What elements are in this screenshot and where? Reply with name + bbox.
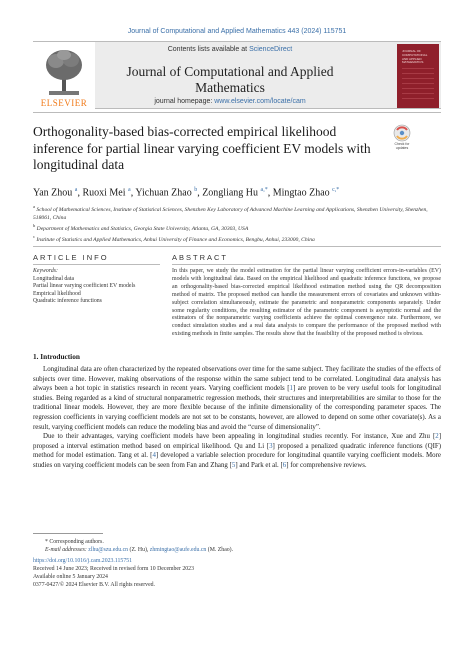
journal-cover-image[interactable] [397,44,439,108]
affiliation-item: $^a$ School of Mathematical Sciences, Institute of Statistical Sciences, Shenzhen Key Laboratory of Advanced Machine Learning and Applications, Shenzhen University, Shenzhen, 518061, China [33,204,428,221]
citation-link[interactable]: 6 [282,461,287,469]
email-link[interactable]: zlhu@szu.edu.cn [88,547,129,553]
citation-link[interactable]: 4 [152,452,156,460]
keyword-item: Longitudinal data [33,275,75,282]
abstract-heading: ABSTRACT [172,253,229,262]
keyword-item: Partial linear varying coefficient EV models [33,283,136,290]
divider [33,264,160,265]
section-heading-introduction: 1. Introduction [33,352,80,361]
keywords-label: Keywords: [33,268,58,274]
sciencedirect-link[interactable]: ScienceDirect [249,46,293,53]
divider [33,112,441,113]
footnote-divider [33,533,103,534]
abstract-text: In this paper, we study the model estimation for the partial linear varying coefficient errors-in-variables (EV) models with longitudinal data. Based on the empirical likelihood and quadratic inference functions, we propose an orthogonality-based bias-corrected empirical likelihood estimation method using the QR decomposition method of matrix. The proposed method can handle the measurement errors of covariates and unknown within-subject correlation simultaneously, estimate the parametric and nonparametric components separately. Under some regularity conditions, the resulting estimator of the parametric component is asymptotic normal and the estimators of the nonparametric varying coefficients achieve the optimal convergence rate. Furthermore, we conduct simulation studies and a real data analysis to compare the performance of the proposed method with existing methods in finite samples. The results show that the feasibility of the proposed method is obvious. [172,268,441,338]
paragraph: Longitudinal data are often characterized by the repeated observations over time for the same subject. They facilitate the studies of the effects of subjects over time. However, making observations of the response within the same subject tend to be correlated. Longitudinal data analysis has always been a hot topic in statistics research in recent years. Varying coefficient models [1] are proven to be very useful tools for longitudinal studies. Being regarded as a kind of structural nonparametric regression methods, their structures and interpretabilities are similar to those for the traditional linear models. However, they are more flexible because of the infinite dimensionality of the corresponding parameter spaces. The regression coefficients in varying coefficient models are not set to be constants, however, are allowed to depend on some other covariate(s). As a result, varying coefficient models can reduce the modeling bias and avoid the “curse of dimensionality”. [33,366,441,431]
keyword-item: Empirical likelihood [33,290,81,297]
citation-link[interactable]: 5 [231,461,236,469]
check-updates-icon [389,124,415,142]
paper-title: Orthogonality-based bias-corrected empirical likelihood inference for partial linear varying coefficient EV models with longitudinal data [33,124,371,172]
copyright-notice: 0377-0427/© 2024 Elsevier B.V. All rights reserved. [33,582,155,588]
journal-homepage-link[interactable]: www.elsevier.com/locate/cam [214,98,306,105]
email-line: E-mail addresses: zlhu@szu.edu.cn (Z. Hu), zhmingtao@aufe.edu.cn (M. Zhao). [45,547,234,553]
author-affiliation-marker[interactable]: c,* [332,187,340,193]
affiliations [33,203,443,244]
elsevier-wordmark: ELSEVIER [40,98,88,108]
paragraph: Due to their advantages, varying coefficient models have been appealing in longitudinal studies recently. For instance, Xue and Zhu [2] proposed a interval estimation method based on empirical likelihood. Qu and Li [3] proposed a penalized quadratic inference functions (QIF) method for model estimation. Tang et al. [4] developed a variable selection procedure for longitudinal quantile varying coefficient models. More studies on varying coefficient models can be seen from Fan and Zhang [5] and Park et al. [6] for comprehensive reviews. [33,433,441,469]
author-list: Yan Zhou $^a$, Ruoxi Mei $^a$, Yichuan Zhao $^b$, Zongliang Hu $^{a,*}$, Mingtao Zhao $^{c,*}$ [33,187,340,199]
author-affiliation-marker[interactable]: a [128,187,131,193]
journal-masthead [33,41,441,109]
journal-citation-link[interactable]: Journal of Computational and Applied Mathematics 443 (2024) 115751 [127,28,347,35]
available-date: Available online 5 January 2024 [33,574,108,580]
author-affiliation-marker[interactable]: b [194,187,198,193]
article-history [33,557,443,589]
author-name[interactable]: Mingtao Zhao [272,187,330,199]
elsevier-logo[interactable] [33,42,95,110]
author-affiliation-marker[interactable]: a [74,187,78,193]
affiliation-item: $^c$ Institute of Statistics and Applied Mathematics, Anhui University of Finance and Economics, Bengbu, Anhui, 233000, China [33,233,315,243]
citation-link[interactable]: 1 [289,385,293,393]
homepage-prefix: journal homepage: [154,98,215,105]
introduction-body [33,365,441,471]
author-name[interactable]: Ruoxi Mei [82,187,126,199]
author-name[interactable]: Yichuan Zhao [135,187,192,199]
divider [172,264,441,265]
author-affiliation-marker[interactable]: a,* [260,187,268,193]
doi-link[interactable]: https://doi.org/10.1016/j.cam.2023.115751 [33,558,133,564]
elsevier-tree-icon [43,47,85,97]
article-info-heading: ARTICLE INFO [33,253,109,262]
contents-prefix: Contents lists available at [167,46,250,53]
contents-line [95,46,365,53]
keyword-item: Quadratic inference functions [33,298,102,305]
email-label: E-mail addresses: [45,547,89,553]
citation-link[interactable]: 3 [269,442,273,450]
affiliation-item: $^b$ Department of Mathematics and Statistics, Georgia State University, Atlanta, GA, 30303, USA [33,222,249,232]
citation-link[interactable]: 2 [435,433,439,441]
author-name[interactable]: Yan Zhou [33,187,73,199]
received-date: Received 14 June 2023; Received in revised form 10 December 2023 [33,566,194,572]
email-link[interactable]: zhmingtao@aufe.edu.cn [149,547,207,553]
divider [33,246,441,247]
cover-title: JOURNAL OF COMPUTATIONAL AND APPLIED MATHEMATICS [402,49,428,65]
check-for-updates-button[interactable] [389,124,415,151]
footnotes [33,538,443,589]
keywords-block [33,268,160,306]
journal-title: Journal of Computational and Applied Mathematics [126,64,334,95]
homepage-line [95,98,365,105]
author-name[interactable]: Zongliang Hu [202,187,259,199]
cover-decoration [402,68,434,102]
corresponding-note: * Corresponding authors. [45,539,104,545]
check-updates-label: Check for updates [394,142,410,150]
